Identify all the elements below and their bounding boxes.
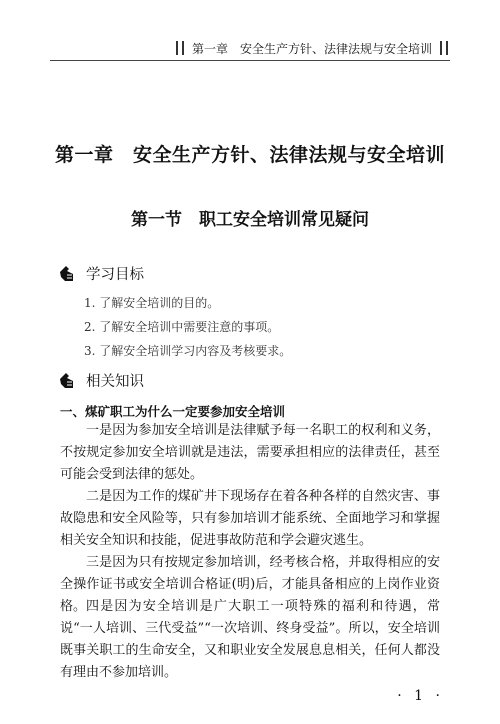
objective-item-3: 3. 了解安全培训学习内容及考核要求。 — [84, 344, 292, 358]
header-bar-left-1 — [176, 41, 178, 55]
objective-item-2: 2. 了解安全培训中需要注意的事项。 — [84, 320, 280, 334]
objectives-heading — [58, 263, 144, 284]
paragraph-4: 四是因为安全培训是广大职工一项特殊的福利和待遇，常说“一人培训、三代受益”“一次培训、终身受益”。所以，安全培训既事关职工的生命安全，又和职业安全发展息息相关，任何人都没有理由不参加培训。 — [60, 599, 440, 680]
section-title: 第一节 职工安全培训常见疑问 — [131, 210, 369, 230]
header-bar-left-2 — [182, 41, 184, 55]
pointing-hand-icon — [58, 371, 76, 391]
objective-item-1: 1. 了解安全培训的目的。 — [84, 296, 220, 310]
knowledge-heading-label: 相关知识 — [86, 374, 144, 390]
paragraph-3: 三是因为只有按规定参加培训，经考核合格，并取得相应的安全操作证书或安全培训合格证(明)后，才能具备相应的上岗作业资格。 — [60, 555, 440, 614]
pointing-hand-icon — [58, 264, 76, 284]
paragraph-1: 一是因为参加安全培训是法律赋予每一名职工的权利和义务，不按规定参加安全培训就是违法，需要承担相应的法律责任，甚至可能会受到法律的惩处。 — [60, 423, 440, 482]
chapter-title: 第一章 安全生产方针、法律法规与安全培训 — [54, 144, 445, 166]
running-header-title: 第一章 安全生产方针、法律法规与安全培训 — [191, 41, 432, 56]
knowledge-heading — [58, 370, 144, 391]
question-title: 一、煤矿职工为什么一定要参加安全培训 — [60, 404, 286, 419]
paragraph-2: 二是因为工作的煤矿井下现场存在着各种各样的自然灾害、事故隐患和安全风险等，只有参加培训才能系统、全面地学习和掌握相关安全知识和技能，促进事故防范和学会避灾逃生。 — [60, 489, 440, 548]
header-bar-right-2 — [446, 41, 448, 55]
header-bar-right-1 — [440, 41, 442, 55]
page-number: · 1 · — [397, 688, 444, 704]
header-rule — [50, 60, 450, 61]
running-header — [130, 40, 450, 56]
objectives-heading-label: 学习目标 — [86, 267, 144, 283]
